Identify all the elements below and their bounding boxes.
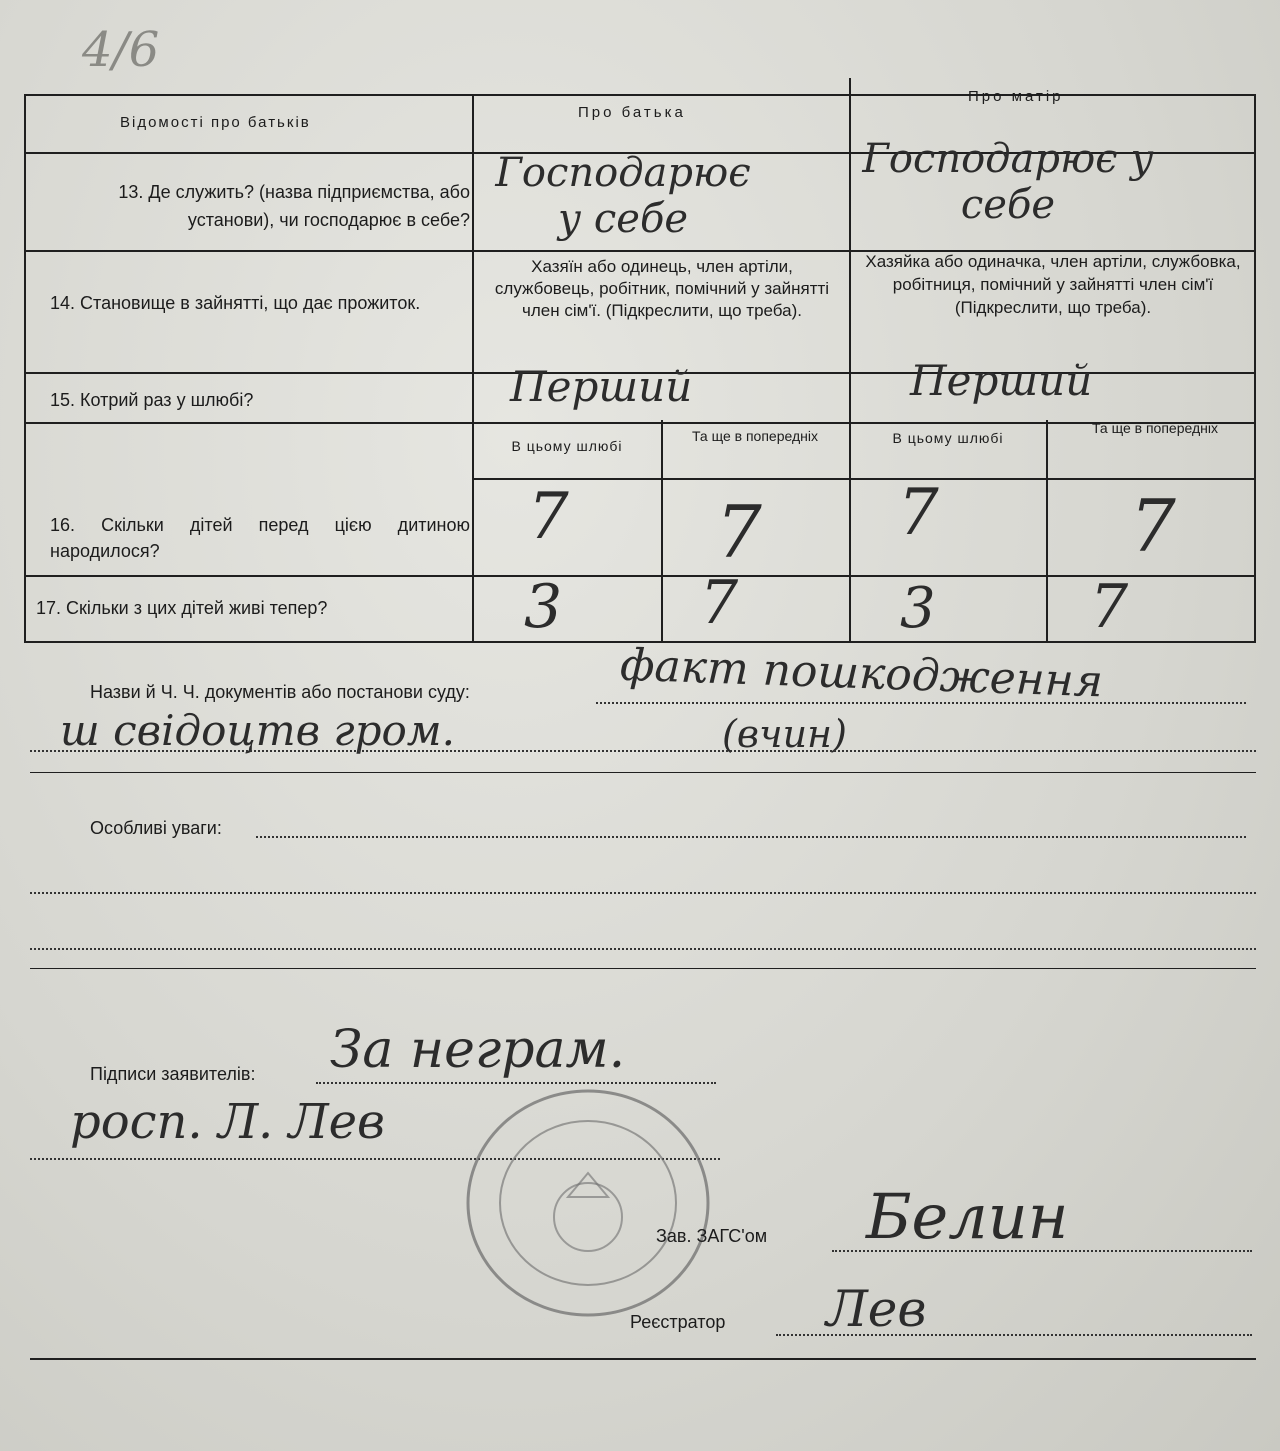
q13-father-answer: Господарює у себе (495, 150, 751, 242)
applicants-label: Підписи заявителів: (90, 1064, 256, 1084)
q15-father-answer: Перший (510, 362, 693, 411)
documents-label: Назви й Ч. Ч. документів або постанови суду: (90, 682, 470, 702)
q15-label: 15. Котрий раз у шлюбі? (50, 390, 254, 410)
remarks-line-1 (256, 836, 1246, 838)
documents-handwritten-1: факт пошкодження (619, 639, 1104, 708)
subhead-father-prev: Та ще в попередніх (692, 428, 818, 444)
q14-label: 14. Становище в зайнятті, що дає прожиток. (50, 293, 421, 313)
header-mother: Про матір (968, 88, 1064, 105)
subhead-father-this: В цьому шлюбі (511, 438, 623, 454)
subhead-mother-prev: Та ще в попередніх (1092, 420, 1218, 436)
registrar-label: Реєстратор (630, 1312, 726, 1332)
head-label: Зав. ЗАГС'ом (656, 1226, 768, 1246)
head-signature: Белин (866, 1180, 1069, 1253)
q16-value-4: 7 (1130, 484, 1176, 568)
q16-value-3: 7 (898, 476, 939, 550)
q13-mother-answer: Господарює у себе (862, 136, 1154, 228)
q16-value-1: 7 (528, 480, 569, 554)
applicant-signature-2: росп. Л. Лев (70, 1094, 385, 1150)
q17-value-4: 7 (1090, 572, 1129, 642)
page-mark: 4/6 (82, 22, 160, 78)
q17-label: 17. Скільки з цих дітей живі тепер? (36, 598, 328, 618)
q17-value-2: 7 (700, 568, 739, 638)
remarks-line-3 (30, 948, 1256, 950)
q16-label: 16. Скільки дітей перед цією дитиною народилося? (50, 515, 470, 561)
q13-label: 13. Де служить? (назва підприємства, або установи), чи господарює в себе? (118, 182, 470, 230)
documents-handwritten-note: (вчин) (722, 712, 847, 756)
q15-mother-answer: Перший (910, 356, 1093, 405)
q16-value-2: 7 (716, 490, 762, 574)
subhead-mother-this: В цьому шлюбі (892, 430, 1004, 446)
header-father: Про батька (578, 104, 686, 121)
q17-value-1: 3 (524, 572, 563, 642)
official-seal (460, 1085, 720, 1325)
remarks-line-2 (30, 892, 1256, 894)
remarks-label: Особливі уваги: (90, 818, 222, 838)
header-col1: Відомості про батьків (120, 114, 311, 131)
q14-father-text: Хазяїн або одинець, член артіли, службовець, робітник, помічний у зайнятті член сім'ї. (Підкреслити, що треба). (494, 257, 830, 320)
applicant-signature-1: За неграм. (330, 1020, 626, 1080)
q14-mother-text: Хазяйка або одиначка, член артіли, службовка, робітниця, помічний у зайнятті член сім'ї (Підкреслити, що треба). (865, 252, 1241, 317)
documents-handwritten-2: ш свідоцтв гром. (60, 706, 455, 755)
q17-value-3: 3 (900, 576, 936, 641)
registrar-signature: Лев (826, 1280, 927, 1338)
